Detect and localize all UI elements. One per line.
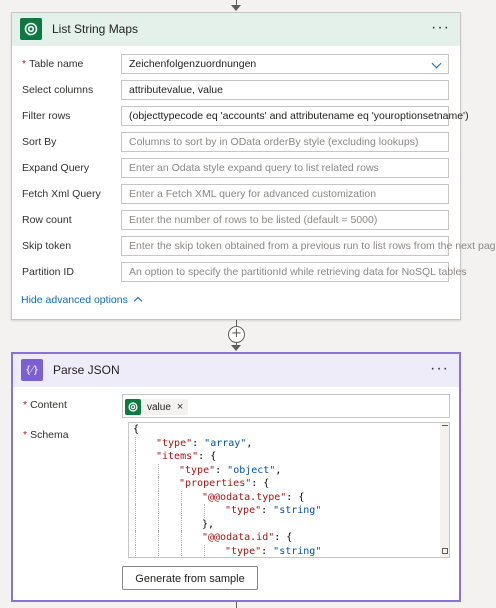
indent-guide xyxy=(135,437,136,451)
skip-token-label: Skip token xyxy=(22,240,72,252)
indent-guide xyxy=(158,545,159,559)
filter-rows-label: Filter rows xyxy=(22,110,71,122)
row-count-label: Row count xyxy=(22,214,72,226)
more-options-icon[interactable]: ··· xyxy=(430,360,449,377)
more-options-icon[interactable]: ··· xyxy=(431,19,450,36)
code-line xyxy=(129,531,449,545)
code-line xyxy=(129,477,449,491)
field-row-sort-by xyxy=(12,131,460,157)
indent-guide xyxy=(181,491,182,505)
code-line xyxy=(129,545,449,559)
field-row-table-name xyxy=(12,53,460,79)
dynamic-content-token[interactable] xyxy=(125,399,188,415)
select-columns-label: Select columns xyxy=(22,84,94,96)
skip-token-input[interactable]: Enter the skip token obtained from a previous run to list rows from the next pag xyxy=(121,236,449,256)
sort-by-input[interactable]: Columns to sort by in OData orderBy style (excluding lookups) xyxy=(121,132,449,152)
field-row-skip-token xyxy=(12,235,496,261)
indent-guide xyxy=(158,464,159,478)
row-count-input[interactable]: Enter the number of rows to be listed (default = 5000) xyxy=(121,210,449,230)
indent-guide xyxy=(158,504,159,518)
indent-guide xyxy=(181,518,182,532)
hide-advanced-options-label: Hide advanced options xyxy=(21,294,128,306)
editor-scrollbar[interactable] xyxy=(440,423,449,557)
connector-arrow-icon xyxy=(231,345,241,351)
content-label: * Content xyxy=(23,399,67,411)
table-name-dropdown[interactable]: Zeichenfolgenzuordnungen xyxy=(121,54,449,74)
indent-guide xyxy=(135,545,136,559)
indent-guide xyxy=(135,518,136,532)
expand-query-input[interactable]: Enter an Odata style expand query to list related rows xyxy=(121,158,449,178)
code-text: "@@odata.id": { xyxy=(202,532,293,543)
code-text: "type": "array", xyxy=(156,437,253,449)
indent-guide xyxy=(181,504,182,518)
code-line xyxy=(129,437,449,451)
field-row-select-columns xyxy=(12,79,460,105)
code-line xyxy=(129,504,449,518)
code-line xyxy=(129,450,449,464)
code-text: "type": "string" xyxy=(225,505,322,516)
plus-circle-icon[interactable]: + xyxy=(228,326,245,343)
code-text: "type": "string" xyxy=(225,545,322,557)
table-name-label: * Table name xyxy=(22,58,84,70)
partition-id-label: Partition ID xyxy=(22,266,74,278)
dataverse-icon xyxy=(20,18,42,40)
indent-guide xyxy=(204,545,205,559)
field-row-filter-rows xyxy=(12,105,469,131)
indent-guide xyxy=(135,504,136,518)
indent-guide xyxy=(135,464,136,478)
code-text: }, xyxy=(202,518,215,530)
remove-token-icon[interactable]: × xyxy=(176,401,184,413)
chevron-up-icon xyxy=(134,297,142,305)
select-columns-input[interactable]: attributevalue, value xyxy=(121,80,449,100)
code-line xyxy=(129,464,449,478)
indent-guide xyxy=(181,545,182,559)
token-label: value xyxy=(147,401,171,413)
partition-id-input[interactable]: An option to specify the partitionId while retrieving data for NoSQL tables xyxy=(121,262,449,282)
card-header[interactable] xyxy=(12,13,460,46)
scroll-up-icon[interactable] xyxy=(442,425,448,426)
schema-label: * Schema xyxy=(23,429,69,441)
code-text: "@@odata.type": { xyxy=(202,491,305,503)
top-arrow-icon xyxy=(231,5,241,11)
generate-from-sample-button[interactable]: Generate from sample xyxy=(122,566,258,590)
indent-guide xyxy=(135,491,136,505)
code-text: "properties": { xyxy=(179,478,270,489)
indent-guide xyxy=(158,531,159,545)
indent-guide xyxy=(158,491,159,505)
schema-code-editor[interactable] xyxy=(128,422,450,558)
field-row-expand-query xyxy=(12,157,460,183)
field-row-content xyxy=(13,394,459,420)
indent-guide xyxy=(204,504,205,518)
fetch-xml-query-input[interactable]: Enter a Fetch XML query for advanced customization xyxy=(121,184,449,204)
dataverse-icon xyxy=(125,399,141,415)
field-row-partition-id xyxy=(12,261,467,287)
filter-rows-input[interactable]: (objecttypecode eq 'accounts' and attributename eq 'youroptionsetname') xyxy=(121,106,449,126)
card-title: List String Maps xyxy=(52,22,139,36)
sort-by-label: Sort By xyxy=(22,136,57,148)
scroll-down-icon[interactable] xyxy=(442,548,448,554)
list-string-maps-card xyxy=(11,12,496,320)
fetch-xml-query-label: Fetch Xml Query xyxy=(22,188,101,200)
parse-json-braces-icon: {⁄} xyxy=(21,359,43,381)
indent-guide xyxy=(158,518,159,532)
field-row-fetch-xml-query xyxy=(12,183,460,209)
bottom-connector-line xyxy=(236,602,237,608)
field-row-row-count xyxy=(12,209,460,235)
code-line xyxy=(129,423,449,437)
indent-guide xyxy=(135,477,136,491)
parse-json-card xyxy=(11,352,461,602)
card-header[interactable] xyxy=(13,354,459,387)
indent-guide xyxy=(158,477,159,491)
indent-guide xyxy=(181,531,182,545)
code-line xyxy=(129,491,449,505)
code-text: "items": { xyxy=(156,451,217,462)
indent-guide xyxy=(135,531,136,545)
code-text: "type": "object", xyxy=(179,464,282,476)
card-title: Parse JSON xyxy=(53,363,120,377)
chevron-down-icon[interactable] xyxy=(432,59,442,69)
hide-advanced-options-link[interactable] xyxy=(21,294,141,306)
code-text: { xyxy=(133,424,140,435)
indent-guide xyxy=(135,450,136,464)
expand-query-label: Expand Query xyxy=(22,162,90,174)
code-line xyxy=(129,518,449,532)
